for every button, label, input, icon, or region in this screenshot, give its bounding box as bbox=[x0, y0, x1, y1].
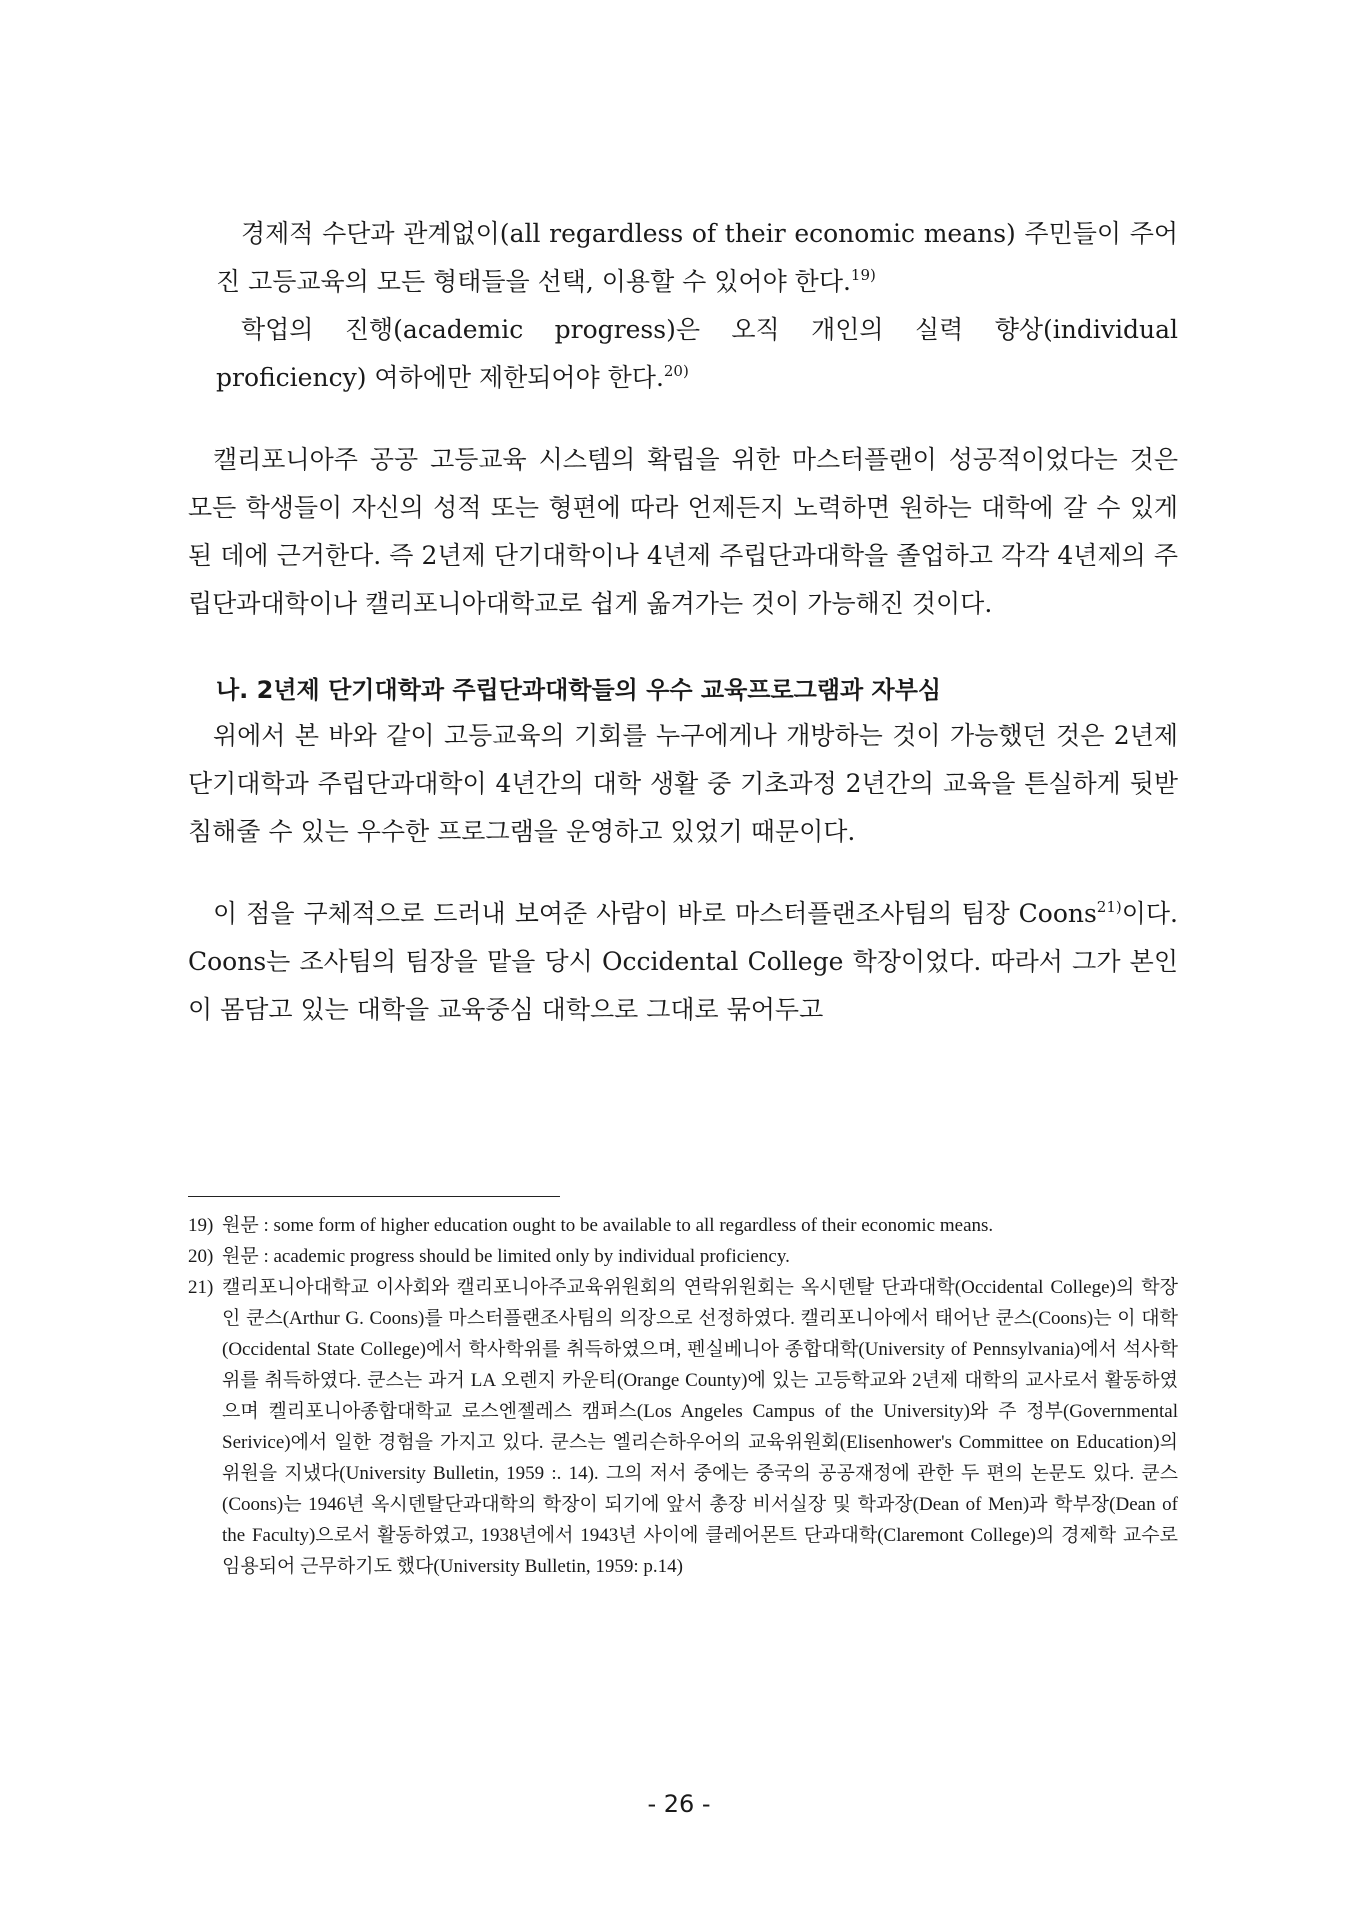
footnote-ref-19[interactable]: 19) bbox=[850, 266, 876, 284]
footnote-text: 원문 : some form of higher education ought to be available to all regardless of their economic means. bbox=[222, 1215, 994, 1236]
quote-line-1 bbox=[216, 210, 1178, 306]
paragraph-1: 캘리포니아주 공공 고등교육 시스템의 확립을 위한 마스터플랜이 성공적이었다는 것은 모든 학생들이 자신의 성적 또는 형편에 따라 언제든지 노력하면 원하는 대학에 갈 수 있게 된 데에 근거한다. 즉 2년제 단기대학이나 4년제 주립단과대학을 졸업하고 각각 4년제의 주립단과대학이나 캘리포니아대학교로 쉽게 옮겨가는 것이 가능해진 것이다. bbox=[188, 445, 1178, 618]
footnote-20 bbox=[188, 1241, 1178, 1272]
paragraph-3 bbox=[188, 890, 1178, 1034]
footnotes bbox=[188, 1210, 1178, 1582]
section-heading: 나. 2년제 단기대학과 주립단과대학들의 우수 교육프로그램과 자부심 bbox=[216, 676, 942, 704]
footnote-ref-20[interactable]: 20) bbox=[663, 362, 689, 380]
paragraph-2: 위에서 본 바와 같이 고등교육의 기회를 누구에게나 개방하는 것이 가능했던 것은 2년제 단기대학과 주립단과대학이 4년간의 대학 생활 중 기초과정 2년간의 교육을 튼실하게 뒷받침해줄 수 있는 우수한 프로그램을 운영하고 있었기 때문이다. bbox=[188, 721, 1178, 846]
quote-line-2 bbox=[216, 306, 1178, 402]
footnote-19 bbox=[188, 1210, 1178, 1241]
footnote-number: 20) bbox=[188, 1246, 214, 1267]
footnote-separator bbox=[188, 1196, 560, 1197]
footnote-number: 21) bbox=[188, 1277, 214, 1298]
paragraph-3-part-b: 이다. Coons는 조사팀의 팀장을 맡을 당시 Occidental College 학장이었다. 따라서 그가 본인이 몸담고 있는 대학을 교육중심 대학으로 그대로 묶어두고 bbox=[188, 899, 1178, 1024]
document-body bbox=[188, 210, 1178, 1034]
quote-line-1-text: 경제적 수단과 관계없이(all regardless of their economic means) 주민들이 주어진 고등교육의 모든 형태들을 선택, 이용할 수 있어야 한다. bbox=[216, 219, 1178, 296]
footnote-text: 원문 : academic progress should be limited only by individual proficiency. bbox=[222, 1246, 790, 1267]
quote-line-2-text: 학업의 진행(academic progress)은 오직 개인의 실력 향상(individual proficiency) 여하에만 제한되어야 한다. bbox=[216, 315, 1178, 392]
page-number: - 26 - bbox=[647, 1790, 711, 1818]
footnote-text: 캘리포니아대학교 이사회와 캘리포니아주교육위원회의 연락위원회는 옥시덴탈 단과대학(Occidental College)의 학장인 쿤스(Arthur G. Coons)를 마스터플랜조사팀의 의장으로 선정하였다. 캘리포니아에서 태어난 쿤스(Coons)는 이 대학(Occidental State College)에서 학사학위를 취득하였으며, 펜실베니아 종합대학(University of Pennsylvania)에서 석사학위를 취득하였다. 쿤스는 과거 LA 오렌지 카운티(Orange County)에 있는 고등학교와 2년제 대학의 교사로서 활동하였으며 켈리포니아종합대학교 로스엔젤레스 캠퍼스(Los Angeles Campus of the University)와 주 정부(Governmental Serivice)에서 일한 경험을 가지고 있다. 쿤스는 엘리슨하우어의 교육위원회(Elisenhower's Committee on Education)의 위원을 지냈다(University Bulletin, 1959 :. 14). 그의 저서 중에는 중국의 공공재정에 관한 두 편의 논문도 있다. 쿤스(Coons)는 1946년 옥시덴탈단과대학의 학장이 되기에 앞서 총장 비서실장 및 학과장(Dean of Men)과 학부장(Dean of the Faculty)으로서 활동하였고, 1938년에서 1943년 사이에 클레어몬트 단과대학(Claremont College)의 경제학 교수로 임용되어 근무하기도 했다(University Bulletin, 1959: p.14) bbox=[222, 1277, 1178, 1577]
paragraph-3-part-a: 이 점을 구체적으로 드러내 보여준 사람이 바로 마스터플랜조사팀의 팀장 Coons bbox=[213, 899, 1097, 928]
footnote-ref-21[interactable]: 21) bbox=[1096, 898, 1122, 916]
footnote-number: 19) bbox=[188, 1215, 214, 1236]
block-quote bbox=[188, 210, 1178, 402]
footnote-21 bbox=[188, 1272, 1178, 1582]
